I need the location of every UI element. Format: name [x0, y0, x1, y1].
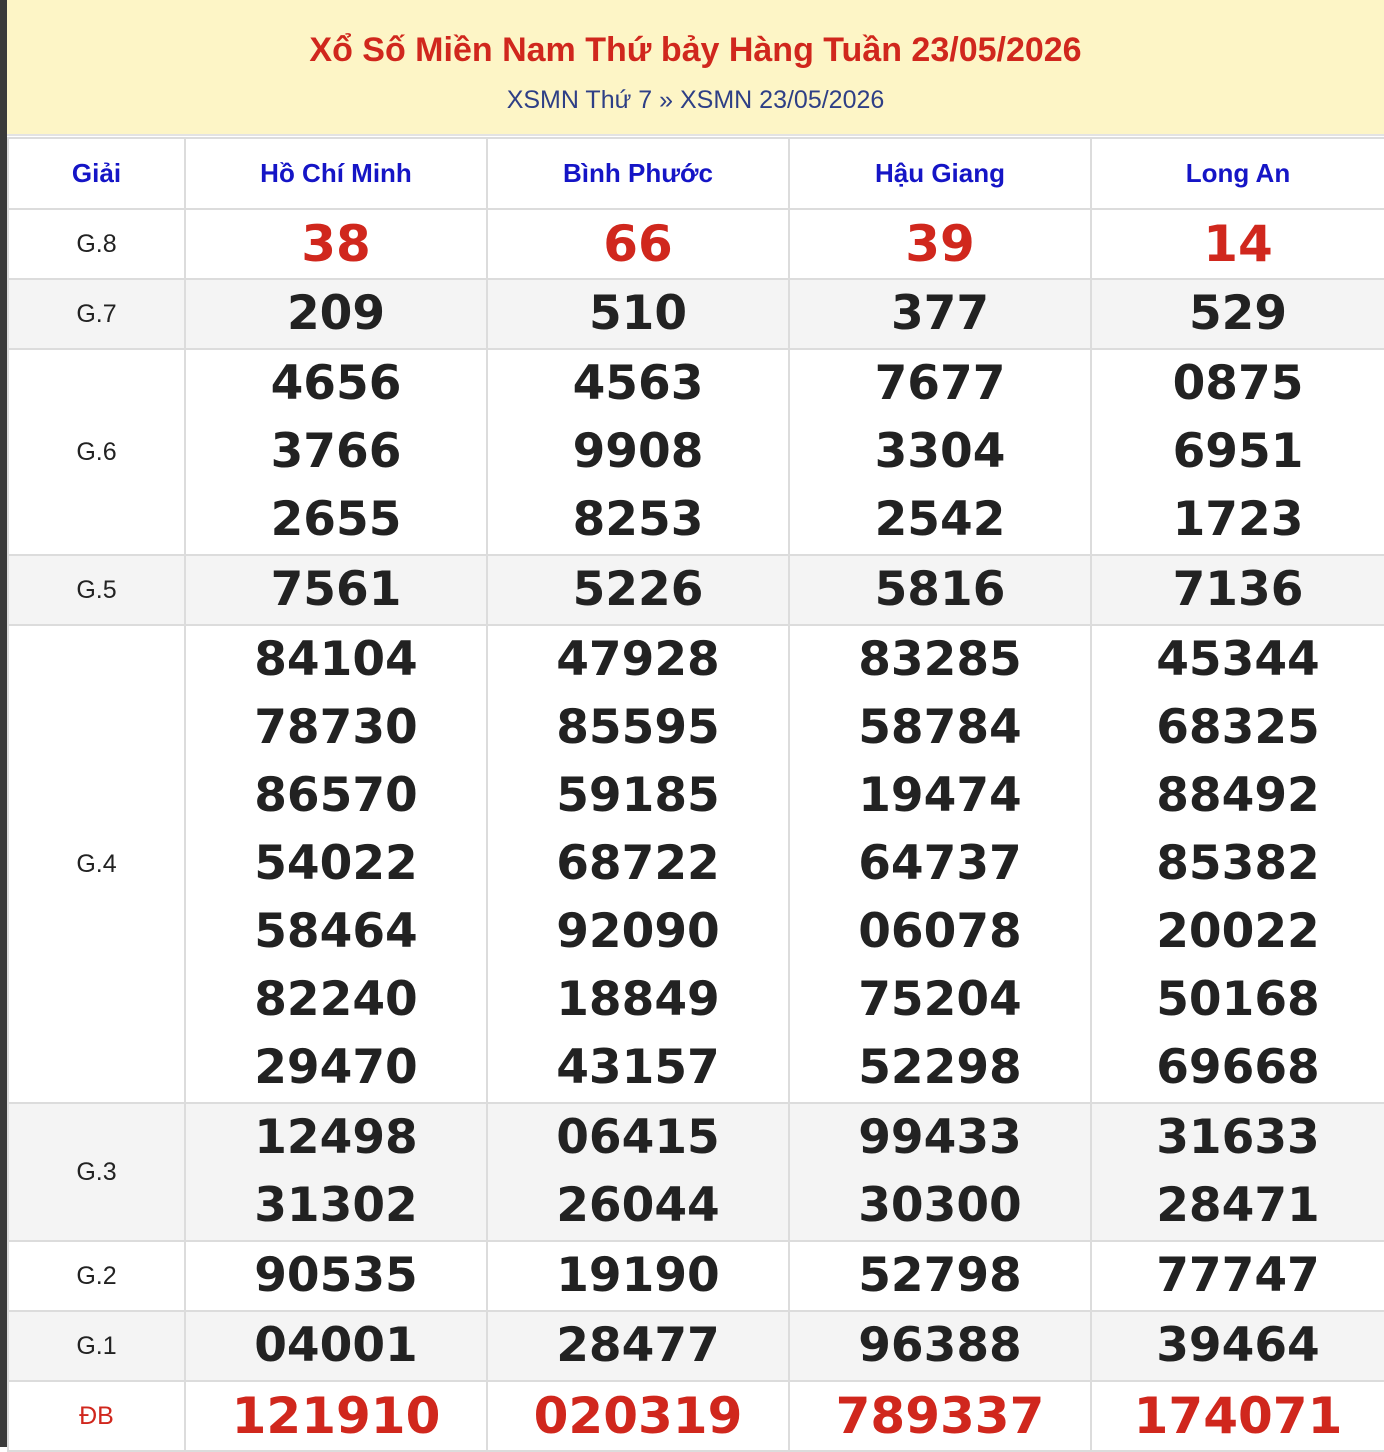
- result-cell: [789, 1241, 1091, 1311]
- result-number: 209: [286, 286, 386, 341]
- results-header: [7, 0, 1384, 136]
- result-number: 58464: [254, 904, 418, 959]
- result-cell: [185, 209, 487, 279]
- result-number: 39: [905, 215, 975, 273]
- result-number: 28471: [1156, 1178, 1320, 1233]
- prize-label: ĐB: [8, 1381, 185, 1451]
- prize-label: G.4: [8, 625, 185, 1103]
- result-cell: [185, 1311, 487, 1381]
- result-cell: [1091, 279, 1384, 349]
- result-number: 9908: [572, 424, 704, 479]
- special-prize-number: 121910: [231, 1387, 441, 1445]
- result-number: 39464: [1156, 1318, 1320, 1373]
- result-number: 377: [890, 286, 990, 341]
- result-cell: [185, 349, 487, 555]
- result-number: 92090: [556, 904, 720, 959]
- result-number: 59185: [556, 768, 720, 823]
- result-number: 2655: [270, 492, 402, 547]
- result-cell: [789, 349, 1091, 555]
- result-number: 96388: [858, 1318, 1022, 1373]
- result-cell: [1091, 1241, 1384, 1311]
- results-table: [7, 137, 1384, 1452]
- result-number: 54022: [254, 836, 418, 891]
- prize-column-header: Giải: [8, 138, 185, 209]
- result-number: 26044: [556, 1178, 720, 1233]
- result-number: 99433: [858, 1110, 1022, 1165]
- province-header-binh-phuoc[interactable]: Bình Phước: [487, 138, 789, 209]
- table-row: [8, 1241, 1384, 1311]
- result-number: 47928: [556, 632, 720, 687]
- table-header-row: [8, 138, 1384, 209]
- result-cell: [487, 1381, 789, 1451]
- result-number: 50168: [1156, 972, 1320, 1027]
- result-number: 4656: [270, 356, 402, 411]
- result-cell: [1091, 1103, 1384, 1241]
- result-number: 5816: [874, 562, 1006, 617]
- result-number: 19190: [556, 1248, 720, 1303]
- result-number: 29470: [254, 1040, 418, 1095]
- page-title: Xổ Số Miền Nam Thứ bảy Hàng Tuần 23/05/2026: [309, 31, 1082, 69]
- result-number: 3304: [874, 424, 1006, 479]
- special-prize-number: 020319: [533, 1387, 743, 1445]
- result-number: 68722: [556, 836, 720, 891]
- result-number: 38: [301, 215, 371, 273]
- result-number: 69668: [1156, 1040, 1320, 1095]
- result-number: 529: [1188, 286, 1288, 341]
- result-number: 18849: [556, 972, 720, 1027]
- prize-label: G.3: [8, 1103, 185, 1241]
- result-number: 86570: [254, 768, 418, 823]
- result-cell: [487, 349, 789, 555]
- breadcrumb-link-weekday[interactable]: XSMN Thứ 7: [506, 86, 653, 114]
- result-number: 85595: [556, 700, 720, 755]
- result-number: 52798: [858, 1248, 1022, 1303]
- breadcrumb-separator: »: [659, 86, 674, 114]
- result-number: 6951: [1172, 424, 1304, 479]
- special-prize-number: 789337: [835, 1387, 1045, 1445]
- prize-label: G.7: [8, 279, 185, 349]
- table-row: [8, 555, 1384, 625]
- result-number: 64737: [858, 836, 1022, 891]
- result-number: 83285: [858, 632, 1022, 687]
- result-number: 5226: [572, 562, 704, 617]
- result-number: 06415: [556, 1110, 720, 1165]
- result-number: 82240: [254, 972, 418, 1027]
- result-number: 85382: [1156, 836, 1320, 891]
- table-row: [8, 1103, 1384, 1241]
- result-number: 90535: [254, 1248, 418, 1303]
- result-number: 7561: [270, 562, 402, 617]
- result-cell: [789, 625, 1091, 1103]
- province-header-ho-chi-minh[interactable]: Hồ Chí Minh: [185, 138, 487, 209]
- result-cell: [185, 625, 487, 1103]
- result-cell: [789, 555, 1091, 625]
- result-cell: [1091, 349, 1384, 555]
- result-number: 4563: [572, 356, 704, 411]
- result-number: 7677: [874, 356, 1006, 411]
- table-row: [8, 209, 1384, 279]
- result-cell: [1091, 555, 1384, 625]
- result-number: 510: [588, 286, 688, 341]
- result-number: 58784: [858, 700, 1022, 755]
- result-cell: [487, 625, 789, 1103]
- province-header-long-an[interactable]: Long An: [1091, 138, 1384, 209]
- result-cell: [185, 1381, 487, 1451]
- result-cell: [185, 555, 487, 625]
- result-cell: [1091, 209, 1384, 279]
- table-row: [8, 1311, 1384, 1381]
- result-number: 45344: [1156, 632, 1320, 687]
- result-number: 04001: [254, 1318, 418, 1373]
- result-number: 31633: [1156, 1110, 1320, 1165]
- result-cell: [1091, 1311, 1384, 1381]
- result-cell: [185, 279, 487, 349]
- prize-label: G.2: [8, 1241, 185, 1311]
- result-number: 77747: [1156, 1248, 1320, 1303]
- result-number: 14: [1203, 215, 1273, 273]
- result-number: 7136: [1172, 562, 1304, 617]
- result-number: 20022: [1156, 904, 1320, 959]
- result-number: 52298: [858, 1040, 1022, 1095]
- result-cell: [487, 279, 789, 349]
- result-cell: [789, 1381, 1091, 1451]
- prize-label: G.1: [8, 1311, 185, 1381]
- prize-label: G.6: [8, 349, 185, 555]
- breadcrumb-link-date[interactable]: XSMN 23/05/2026: [680, 86, 885, 114]
- result-cell: [789, 279, 1091, 349]
- result-number: 12498: [254, 1110, 418, 1165]
- result-number: 28477: [556, 1318, 720, 1373]
- result-cell: [487, 555, 789, 625]
- result-cell: [789, 1103, 1091, 1241]
- result-number: 68325: [1156, 700, 1320, 755]
- table-row: [8, 1381, 1384, 1451]
- prize-label: G.8: [8, 209, 185, 279]
- table-row: [8, 279, 1384, 349]
- special-prize-number: 174071: [1133, 1387, 1343, 1445]
- result-cell: [1091, 625, 1384, 1103]
- prize-label: G.5: [8, 555, 185, 625]
- result-number: 88492: [1156, 768, 1320, 823]
- result-cell: [789, 1311, 1091, 1381]
- province-header-hau-giang[interactable]: Hậu Giang: [789, 138, 1091, 209]
- result-cell: [487, 1103, 789, 1241]
- result-number: 75204: [858, 972, 1022, 1027]
- result-number: 43157: [556, 1040, 720, 1095]
- result-cell: [185, 1103, 487, 1241]
- result-number: 3766: [270, 424, 402, 479]
- result-cell: [487, 209, 789, 279]
- result-number: 84104: [254, 632, 418, 687]
- table-row: [8, 625, 1384, 1103]
- result-number: 31302: [254, 1178, 418, 1233]
- breadcrumb: [7, 84, 1384, 116]
- table-row: [8, 349, 1384, 555]
- result-number: 30300: [858, 1178, 1022, 1233]
- result-number: 19474: [858, 768, 1022, 823]
- result-number: 78730: [254, 700, 418, 755]
- result-cell: [185, 1241, 487, 1311]
- result-cell: [789, 209, 1091, 279]
- result-cell: [487, 1311, 789, 1381]
- result-number: 0875: [1172, 356, 1304, 411]
- result-number: 1723: [1172, 492, 1304, 547]
- result-cell: [487, 1241, 789, 1311]
- result-number: 06078: [858, 904, 1022, 959]
- result-number: 8253: [572, 492, 704, 547]
- result-number: 2542: [874, 492, 1006, 547]
- result-cell: [1091, 1381, 1384, 1451]
- result-number: 66: [603, 215, 673, 273]
